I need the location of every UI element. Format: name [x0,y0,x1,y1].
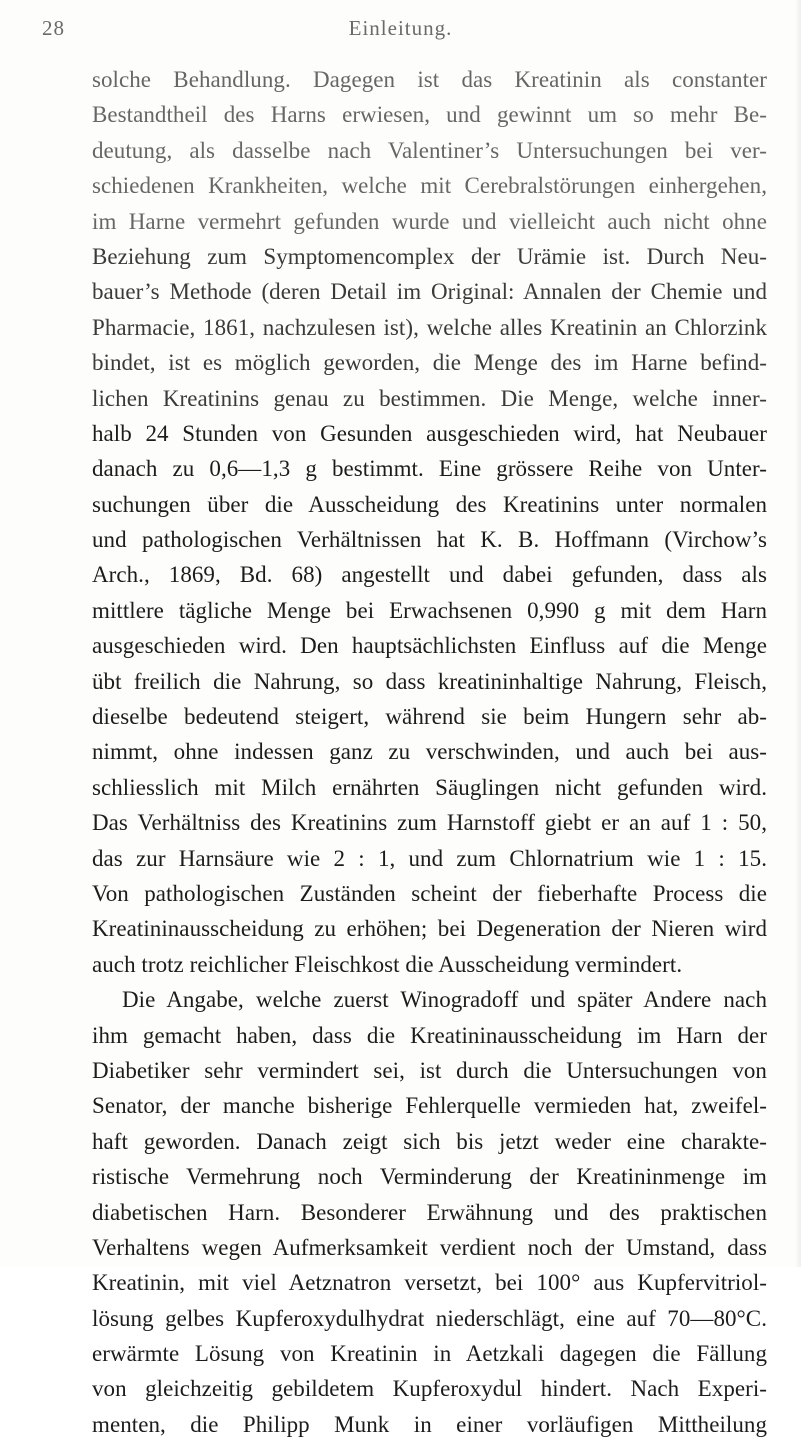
text-line: von gleichzeitig gebildetem Kupferoxydul hindert. Nach Experi- [92,1376,767,1402]
text-line: Von pathologischen Zuständen scheint der fieberhafte Process die [92,880,767,906]
text-line: erwärmte Lösung von Kreatinin in Aetzkali dagegen die Fällung [92,1341,767,1367]
text-line: auch trotz reichlicher Fleischkost die Ausscheidung vermindert. [92,951,683,977]
text-line: Senator, der manche bisherige Fehlerquelle vermieden hat, zweifel- [92,1093,767,1119]
text-line: Das Verhältniss des Kreatinins zum Harnstoff giebt er an auf 1 : 50, [92,810,767,836]
text-line: dieselbe bedeutend steigert, während sie beim Hungern sehr ab- [92,704,767,730]
page-number: 28 [42,16,65,40]
page-edge-shadow [795,0,801,1267]
text-line: schiedenen Krankheiten, welche mit Cerebralstörungen einhergehen, [92,173,767,199]
text-line: nimmt, ohne indessen ganz zu verschwinden, und auch bei aus- [92,739,767,765]
text-line: Beziehung zum Symptomencomplex der Urämie ist. Durch Neu- [92,243,767,269]
text-line: diabetischen Harn. Besonderer Erwähnung und des praktischen [92,1199,767,1225]
text-line: und pathologischen Verhältnissen hat K. B. Hoffmann (Virchow’s [92,527,767,553]
text-line: lösung gelbes Kupferoxydulhydrat niederschlägt, eine auf 70—80°C. [92,1305,767,1331]
text-line: halb 24 Stunden von Gesunden ausgeschieden wird, hat Neubauer [92,420,767,446]
text-line: übt freilich die Nahrung, so dass kreatininhaltige Nahrung, Fleisch, [92,668,767,694]
text-line: Bestandtheil des Harns erwiesen, und gewinnt um so mehr Be- [92,102,767,128]
text-line: bindet, ist es möglich geworden, die Menge des im Harne befind- [92,350,767,376]
text-line: suchungen über die Ausscheidung des Kreatinins unter normalen [92,491,767,517]
text-line: schliesslich mit Milch ernährten Säuglingen nicht gefunden wird. [92,774,767,800]
section-title: Einleitung. [348,16,453,40]
text-line: lichen Kreatinins genau zu bestimmen. Die Menge, welche inner- [92,385,767,411]
text-line: Die Angabe, welche zuerst Winogradoff und später Andere nach [122,987,767,1013]
text-line: ristische Vermehrung noch Verminderung der Kreatininmenge im [92,1164,767,1190]
text-line: Pharmacie, 1861, nachzulesen ist), welche alles Kreatinin an Chlorzink [92,314,767,340]
text-line: Verhaltens wegen Aufmerksamkeit verdient noch der Umstand, dass [92,1234,767,1260]
text-line: mittlere tägliche Menge bei Erwachsenen 0,990 g mit dem Harn [92,597,767,623]
text-line: ihm gemacht haben, dass die Kreatininausscheidung im Harn der [92,1022,767,1048]
text-line: menten, die Philipp Munk in einer vorläufigen Mittheilung [92,1411,767,1437]
text-line: bauer’s Methode (deren Detail im Original: Annalen der Chemie und [92,279,767,305]
text-line: das zur Harnsäure wie 2 : 1, und zum Chlornatrium wie 1 : 15. [92,845,767,871]
text-line: Kreatinin, mit viel Aetznatron versetzt, bei 100° aus Kupfervitriol- [92,1270,767,1296]
text-line: im Harne vermehrt gefunden wurde und vielleicht auch nicht ohne [92,208,767,234]
text-line: solche Behandlung. Dagegen ist das Kreatinin als constanter [92,67,767,92]
text-line: ausgeschieden wird. Den hauptsächlichsten Einfluss auf die Menge [92,633,767,659]
text-line: haft geworden. Danach zeigt sich bis jetzt weder eine charakte- [92,1128,767,1154]
body-text [92,62,767,1442]
text-line: Kreatininausscheidung zu erhöhen; bei Degeneration der Nieren wird [92,916,767,942]
text-line: danach zu 0,6—1,3 g bestimmt. Eine grössere Reihe von Unter- [92,456,767,482]
text-line: deutung, als dasselbe nach Valentiner’s Untersuchungen bei ver- [92,137,767,163]
running-head [0,16,801,40]
text-line: Diabetiker sehr vermindert sei, ist durch die Untersuchungen von [92,1057,767,1083]
text-line: Arch., 1869, Bd. 68) angestellt und dabei gefunden, dass als [92,562,767,588]
